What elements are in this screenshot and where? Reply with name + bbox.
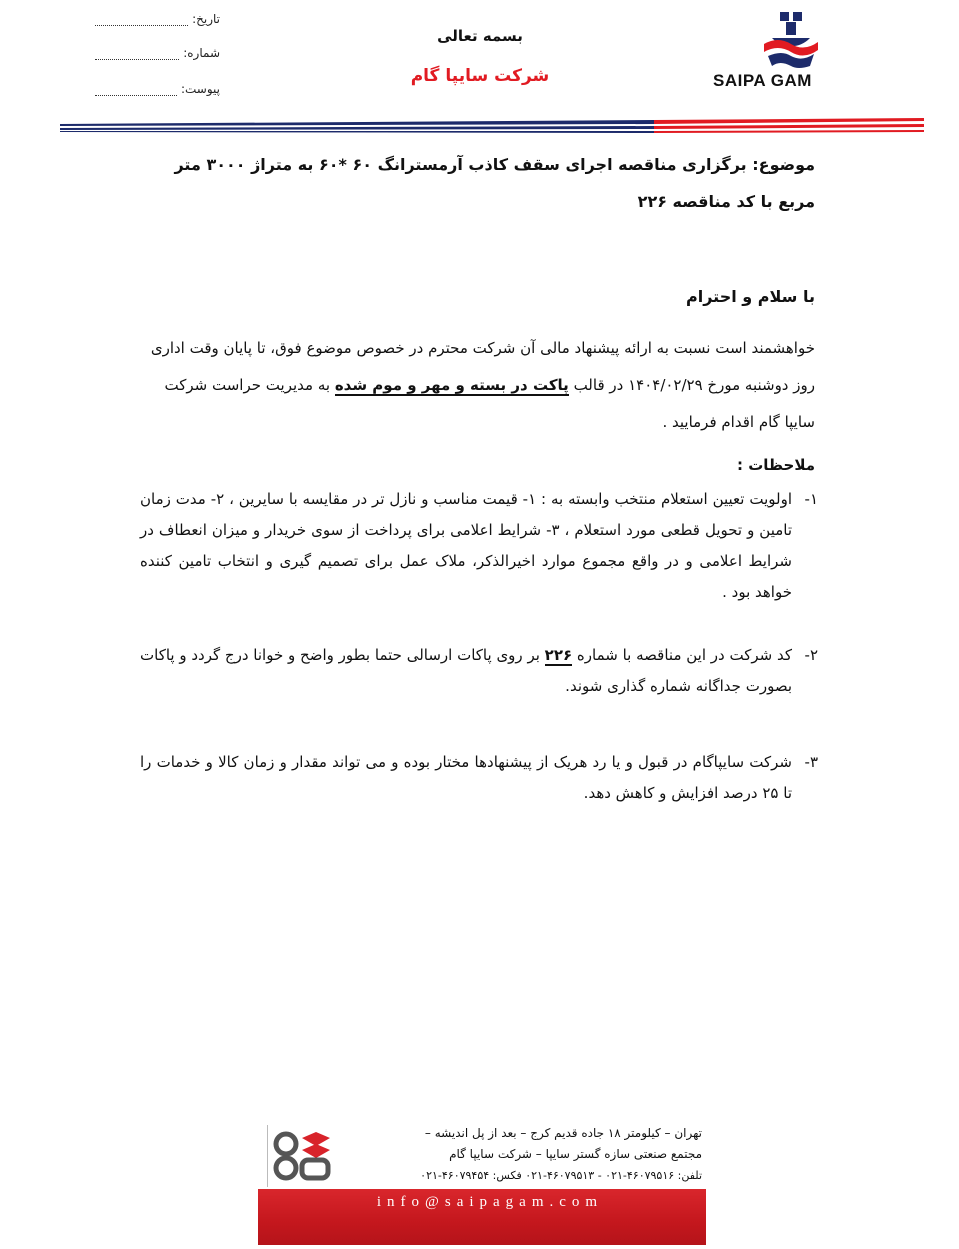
sealed-envelope-emphasis: پاکت در بسته و مهر و موم شده — [334, 376, 569, 394]
saipa-footer-logo-icon — [272, 1128, 334, 1184]
tender-code: ۲۲۶ — [544, 646, 573, 664]
note-text-pre: کد شرکت در این مناقصه با شماره — [572, 646, 792, 664]
note-number: ۱- — [804, 490, 818, 508]
number-dots — [95, 49, 179, 60]
note-text: شرکت سایپاگام در قبول و یا رد هریک از پیشنهادها مختار بوده و می تواند مقدار و زمان کالا و خدمات را تا ۲۵ درصد افزایش و کاهش دهد. — [140, 753, 792, 802]
number-label: شماره: — [183, 46, 220, 60]
number-field — [95, 46, 220, 60]
attachment-dots — [95, 85, 177, 96]
header-divider — [60, 118, 924, 138]
note-number: ۲- — [804, 646, 818, 664]
request-paragraph — [145, 330, 815, 441]
attachment-field — [95, 82, 220, 96]
note-text: اولویت تعیین استعلام منتخب وابسته به : ۱- قیمت مناسب و نازل تر در مقایسه با سایرین ، ۲- مدت زمان تامین و تحویل قطعی مورد استعلام ، ۳- شرایط اعلامی برای پرداخت از سوی خریدار و میزان انعطاف در شرایط اعلامی و در واقع مجموع موارد اخیرالذکر، ملاک عمل برای تصمیم گیری و انتخاب تامین کننده خواهد بود . — [140, 490, 793, 601]
note-text — [140, 640, 792, 702]
date-label: تاریخ: — [192, 12, 220, 26]
note-item — [140, 747, 818, 809]
brand-name: SAIPA GAM — [713, 71, 812, 90]
notes-title: ملاحظات : — [736, 456, 815, 474]
company-name: شرکت سایپا گام — [410, 66, 550, 86]
note-text-post: بر روی پاکات ارسالی حتما بطور واضح و خوانا درج گردد و پاکات بصورت جداگانه شماره گذاری شوند. — [140, 646, 792, 695]
bismillah-heading: بسمه تعالی — [437, 27, 523, 45]
footer-email-link[interactable]: info@saipagam.com — [376, 1194, 604, 1210]
request-text-1: خواهشمند است نسبت به ارائه پیشنهاد مالی آن شرکت محترم در خصوص موضوع فوق، تا پایان وقت اداری روز دوشنبه مورخ ۱۴۰۴/۰۲/۲۹ در قالب — [150, 339, 815, 394]
saipa-gam-logo-icon — [758, 10, 824, 70]
note-item — [140, 484, 818, 608]
request-text-2: به مدیریت حراست شرکت سایپا گام اقدام فرمایید . — [164, 376, 815, 431]
date-dots — [95, 15, 188, 26]
footer-phones: تلفن: ۴۶۰۷۹۵۱۶-۰۲۱ - ۴۶۰۷۹۵۱۳-۰۲۱ فکس: ۴۶۰۷۹۴۵۴-۰۲۱ — [420, 1169, 702, 1182]
subject-line: موضوع: برگزاری مناقصه اجرای سقف کاذب آرمسترانگ ۶۰ *۶۰ به متراژ ۳۰۰۰ متر مربع با کد مناقصه ۲۲۶ — [174, 155, 815, 211]
note-item — [140, 640, 818, 702]
greeting: با سلام و احترام — [686, 287, 815, 306]
footer-address-2: مجتمع صنعتی سازه گستر سایپا – شرکت سایپا گام — [449, 1147, 702, 1161]
note-number: ۳- — [804, 753, 818, 771]
footer-address-1: تهران – کیلومتر ۱۸ جاده قدیم کرج – بعد از پل اندیشه – — [424, 1126, 702, 1140]
attachment-label: پیوست: — [180, 82, 220, 96]
date-field — [95, 12, 220, 26]
